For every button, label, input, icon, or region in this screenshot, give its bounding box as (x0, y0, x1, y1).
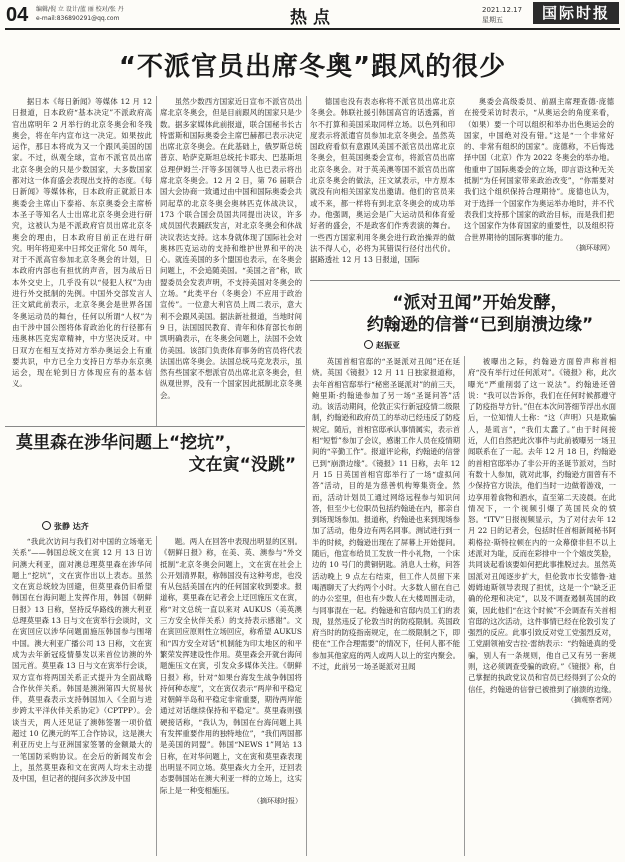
newspaper-logo: 国际时报 (533, 2, 619, 24)
article2-byline (42, 521, 89, 532)
page-header (0, 0, 625, 30)
article1-column-3 (310, 96, 455, 266)
article1-col3-text: 德国也没有表态称将不派官员出席北京冬奥会。韩联社援引韩国高官的话透露，首尔不打算和美国采取同样立场。以色列和印度表示将派遣官员参加北京冬奥会。虽然英国政府看似有意跟风美国不派官员出席北京冬奥会，但英国奥委会宣布，将派官员出席北京冬奥会。对于英美澳等国不派官员出席北京冬奥会的做法，汪文斌表示，中方原本就没有向相关国家发出邀请。他们的官员来或不来，都一样将有到北京冬奥会的成功举办。他强调，奥运会是广大运动员和体育爱好者的盛会，不是政客们作秀表演的舞台。一些西方国家利用冬奥会进行政治操弄的做法不得人心，必将为其错误行径付出代价。据路透社 12 月 13 日报道，国际 (310, 97, 455, 265)
article1-col4-text: 奥委会高级委员、前副主席理查德·庞德在接受采访时表示，“从奥运会的角度来看，（如果）要一个可以组织和举办出色奥运会的国家，中国绝对没有错。”这是“一个非常好的、非常有组织的国家”。庞德称，不后悔选择中国（北京）作为 2022 冬奥会的举办地。他重申了国际奥委会的立场，即言语这种无关抵制“为任何国家带来政治改变”，“你需要对我们这个组织保持合理期待”。庞德也认为，对于选择一个国家作为奥运举办地时，并不代表我们支持那个国家的政治目标，而是我们把这个国家作为体育国家的重要性，以及组织符合世界期待的国际赛事的能力。 (464, 97, 614, 242)
article2-byline-text: 张静 达齐 (54, 522, 89, 531)
page-number: 04 (6, 4, 29, 26)
column-divider (464, 356, 465, 856)
article3-column-2 (468, 356, 616, 856)
article2-col1-text: “我此次访问与我们对中国的立场毫无关系”——韩国总统文在寅 12 月 13 日访问澳大利亚，面对澳总理莫里森在涉华问题上“挖坑”，文在寅作出以上表态。虽然文在寅总统较为回避，但莫里森仍旧希望韩国在台海问题上发挥作用，韩国《朝鲜日报》13 日称，坚持反华路线的澳大利亚总理莫里森 13 日与文在寅举行会谈时，文在寅回应以涉华问题面施压韩国参与围堵中国。澳大利亚广播公司 13 日称，文在寅成为去年新冠疫情暴发以来首位访澳的外国元首。莫里森 13 日与文在寅举行会谈，双方宣布将两国关系正式提升为全面战略合作伙伴关系。韩国是澳洲第四大贸易伙伴，莫里森表示支持韩国加入《全面与进步跨太平洋伙伴关系协定》（CPTPP）。会谈当天，两人还见证了澳韩签署一项价值超过 10 亿澳元的军工合作协议，这是澳大利亚历史上与亚洲国家签署的金额最大的一笔国防采购协议。在会后的新闻发布会上，虽然莫里森和文在寅两人均未主动提及中国，但记者的提问多次涉及中国 (12, 537, 152, 784)
weekday-line: 星期五 (482, 16, 503, 24)
issue-date (482, 5, 522, 25)
editor-credits (36, 5, 124, 23)
article3-column-1 (312, 356, 460, 856)
email-line: e-mail:836890291@qq.com (36, 15, 120, 22)
article1-headline: “不派官员出席冬奥”跟风的很少 (118, 52, 507, 82)
byline-author-icon (42, 521, 51, 530)
column-divider (156, 536, 157, 856)
article2-column-2 (160, 536, 302, 856)
header-rule (5, 28, 620, 30)
article1-source: （摘环球网） (572, 243, 614, 252)
article3-byline-text: 赵振亚 (376, 341, 400, 350)
byline-author-icon (364, 340, 373, 349)
article2-headline (10, 432, 302, 476)
article2-headline-line2: 文在寅“没跳” (188, 455, 296, 475)
article1-column-1 (12, 96, 152, 416)
article1-col2-text: 虽然少数西方国家近日宣布不派官员出席北京冬奥会，但是目前跟风的国家只是少数。据多家媒体此前报道，联合国秘书长古特雷斯和国际奥委会主席巴赫都已表示决定出席北京冬奥会。在此基础上，俄罗斯总统普京、哈萨克斯坦总统托卡耶夫、巴基斯坦总理伊姆兰·汗等多国领导人也已表示将出席北京冬奥会。12 月 2 日，第 76 届联合国大会协商一致通过由中国和国际奥委会共同起草的北京冬奥会奥林匹克休战决议，173 个联合国会员国共同提出决议，许多成员国代表踊跃发言，对北京冬奥会和休战决议表达支持。这本身就体现了国际社会对奥林匹克运动的支持和维护世界和平的决心。就连美国的多个盟国也表示，在冬奥会问题上，不会追随美国。“美国之音”称，欧盟委员会发表声明，不支持美国对冬奥会的立场。“此类平台（冬奥会）不应用于政治宣传”。一位意大利官员上周二表示，意大利不会跟风美国。据法新社报道，当地时间 9 日，法国国民教育、青年和体育部长布朗凯明确表示，在冬奥会问题上，法国不会效仿美国。该部门负责体育事务的官员将代表法国出席冬奥会。法国总统马克龙表示，虽然有些国家不想派官员出席北京冬奥会，但纵观世界，没有一个国家因此抵制北京冬奥会。 (160, 97, 302, 400)
section-title: 热点 (290, 8, 336, 28)
article1-col1-text: 据日本《每日新闻》等媒体 12 月 12 日报道，日本政府“基本决定”不派政府高官出席明年 2 月举行的北京冬奥会和冬残奥会，将在年内宣布这一决定。如果按此运作，那日本将成为又一个跟风美国的国家。不过，纵观全球，宣布不派官员出席北京冬奥会的只是少数国家，大多数国家都对这一体育盛会表现出支持的态度。《每日新闻》等媒体称，日本政府正就派日本奥委会主席山下泰裕、东京奥委会主席桥本圣子等知名人士出席北京冬奥会进行研究，这被认为是不派政府官员出席北京冬奥会的理由，日本政府目前正在进行研究。明年将迎来中日邦交正常化 50 周年，对于不派高官参加北京冬奥会的计划，日本政府内部也有担忧的声音，因为战后日本外交史上，几乎没有以“侵犯人权”为由进行外交抵制的先例。中国外交部发言人汪文斌此前表示，北京冬奥会是世界各国冬奥运动员的舞台，任何以所谓“人权”为由干涉中国公图将体育政治化的行径都有违奥林匹克宪章精神，中方坚决反对。中日双方在相互支持对方举办奥运会上有重要共识，中方已全力支持日方举办东京奥运会，现在轮到日方体现应有的基本信义。 (12, 97, 152, 389)
article2-headline-line1: 莫里森在涉华问题上“挖坑”， (16, 433, 243, 453)
column-divider (156, 96, 157, 426)
editors-line: 编辑/倪 立 设计/蓝 丽 校对/张 丹 (36, 6, 124, 13)
article3-col1-text: 英国首相官邸的“圣诞派对丑闻”还在延烧。英国《镜报》12 月 11 日独家报道称，去年首相官邸举行“秘密圣诞派对”的前三天，鲍里斯·约翰逊参加了另一场“圣诞问答”活动。该活动期间，伦敦正实行新冠疫情二级限制，约翰逊和政府员工的举动已经违反了防疫规定。随后，首相官邸承认事情属实，表示首相“短暂”参加了会议，感谢工作人员在疫情期间的“辛勤工作”。报道评论称，约翰逊的信誉已到“崩溃边缘”。《镜报》11 日称，去年 12 月 15 日英国首相官邸举行了一场“虚拟问答”活动，目的是为慈善机构筹集资金。然而，活动计划员工通过网络远程参与知识问答，但至少七位职员包括约翰逊在内，都亲自到场现场参加。报道称，约翰逊也来到现场参加了活动，他身边有两名同事。测试进行到一半的时候，约翰逊出现在了屏幕上开始提问。随后，他宣布给员工发放一件小礼物，一个床边的 10 号门的黄铜钥匙。消息人士称，问答活动晚上 9 点左右结束，但工作人员留下来喝酒聊天了大约两个小时。大多数人留在自己的办公室里，但也有少数人在大楼周围走动，与同事混在一起。约翰逊和官邸内员工们的表现，显然违反了伦敦当时的防疫限制。英国政府当时的防疫指南规定，在二级限制之下，即使在“工作合理需要”的情况下，任何人都不能参加其他家庭的两人或两人以上的室内聚会。不过，此前另一场圣诞派对丑闻 (312, 357, 460, 672)
article3-headline-line2: 约翰逊的信誉“已到崩溃边缘” (366, 315, 594, 335)
article2-column-1 (12, 536, 152, 856)
section-rule (5, 426, 305, 427)
article3-byline (364, 340, 400, 351)
article2-source: （摘环球时报） (253, 796, 302, 805)
section-rule (310, 280, 620, 281)
article2-col2-text: 题。两人在回答中表现出明显的区别。《朝鲜日报》称，在美、英、澳参与“外交抵制”北京冬奥会问题上，文在寅在社会上公开划清界限，称韩国没有这种考虑，也没有从包括美国在内的任何国家收到要求。报道称，莫里森在记者会上迂回施压文在寅，称“对文总统一直以来对 AUKUS（美英澳三方安全伙伴关系）的支持表示感谢”。文在寅回应原则性立场回应，称希望 AUKUS 和“四方安全对话”机制能为印太地区的和平繁荣发挥建设性作用。莫里森会开就台海问题施压文在寅，引发众多媒体关注。《朝鲜日报》称，针对“如果台海发生战争韩国将持何种态度”，文在寅仅表示“两岸和平稳定对朝鲜半岛和平稳定非常重要，期待两岸能通过对话继续保持和平稳定”。莫里森则强硬接话称，“我认为，韩国在台海问题上具有发挥重要作用的独特地位”，“我们两国都是美国的同盟”。韩国“NEWS 1”网站 13 日称，在对华问题上，文在寅和莫里森表现出明显不同立场。莫里森火力全开，迂回表态要韩国站在澳大利亚一样的立场上，这实际上是一种变相施压。 (160, 537, 302, 795)
date-line: 2021.12.17 (482, 6, 523, 14)
article3-headline (350, 292, 610, 336)
article1-column-4 (464, 96, 614, 266)
article3-col2-text: 被曝出之际，约翰逊方面曾声称首相府“没有举行过任何派对”。《镜报》称，此次曝光“严重削弱了这一说法”。约翰逊还曾说：“我可以告诉你，我们在任何时候都遵守了防疫指导方针。”但在本次问答细节浮出水面后，一位知情人士称：“这（声明）只是欺骗人，是谎言”，“我们太蠢了。”由于时间接近，人们自然把此次事件与此前被曝另一场丑闻联系在了一起。去年 12 月 18 日，约翰逊的首相官邸举办了非公开的圣诞节派对，当时有数十人参加，就对此事，约翰逊方面曾有不少保持官方说法，他们当时一边做着游戏，一边享用着食物和酒水，直至第二天凌晨。在此情况下，一个视频引爆了英国民众的愤怒。“ITV”日报视频显示，为了对付去年 12 月 22 日的记者会，包括时任首相新闻秘书阿莉格拉·斯特拉顿在内的一众幕僚非但不以上述派对为耻，反而在彩排中一个个嬉皮笑脸，共同谈起看该要如何把此事推脱过去。虽然英国派对丑闻逐步扩大，但伦敦市长安德鲁·迪姆姆迪斯领导表现了担忧，这是一个“缺乏正确的伦理和决定”，以及不调查遏制英国的政策，因此他们“在这个时候”不会调查有关首相官邸的这次活动，这件事情已经在伦敦引发了强烈的反应。此事引致反对党工党强烈反对，工党副领袖安吉拉·雷纳表示：“约翰逊真的受骗，别人有一条规则，他自己又有另一套规则，这必须调查受骗的政府。”《镜报》称，自己掌握的执政党议员和官员已经得到了公众的信任，约翰逊的信誉已被推到了崩溃的边缘。 (468, 357, 616, 694)
article3-source: （摘观察者网） (567, 695, 616, 704)
article3-headline-line1: “派对丑闻”开始发酵， (392, 293, 568, 313)
article1-column-2 (160, 96, 302, 416)
column-divider (306, 96, 307, 856)
